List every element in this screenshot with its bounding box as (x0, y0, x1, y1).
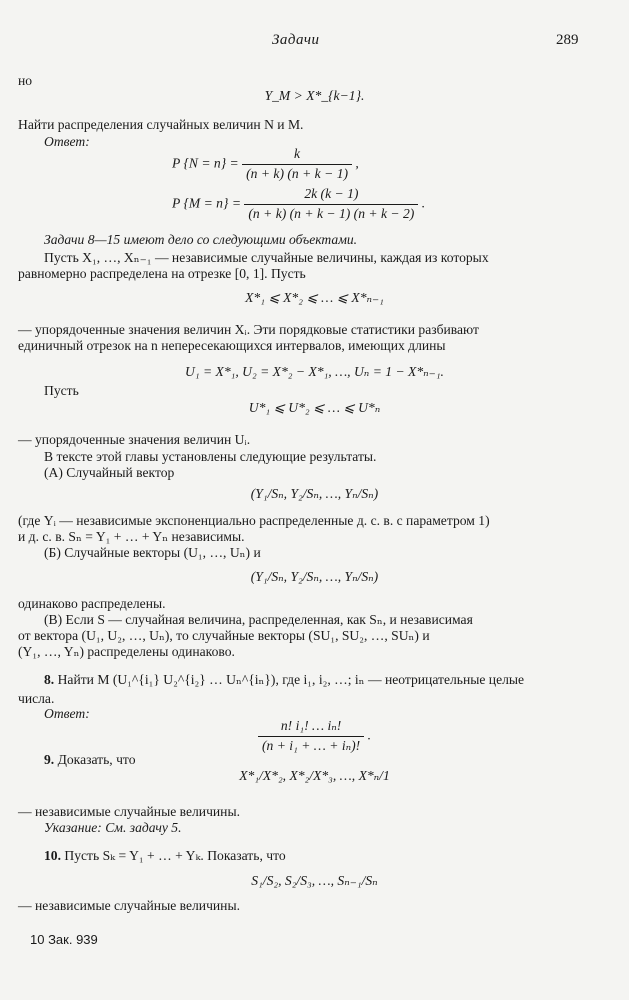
eq-tail: , (355, 155, 359, 171)
problem-text: Пусть Sₖ = Y₁ + … + Yₖ. Показать, что (64, 848, 286, 863)
problem-number: 10. (44, 848, 61, 863)
fraction (242, 146, 352, 183)
text-line: — упорядоченные значения величин Xᵢ. Эти порядковые статистики разбивают (18, 322, 479, 337)
text-line: — независимые случайные величины. (18, 898, 240, 913)
numerator: 2k (k − 1) (244, 186, 418, 205)
equation-ym: Y_M > X*_{k−1}. (264, 88, 365, 103)
denominator: (n + k) (n + k − 1) (n + k − 2) (248, 205, 415, 221)
equation-8 (258, 718, 371, 755)
problem-text: Найти M (U₁^{i₁} U₂^{i₂} … Uₙ^{iₙ}), где i₁, i₂, …; iₙ — неотрицательные целые (57, 672, 525, 687)
text-line: — независимые случайные величины. (18, 804, 240, 819)
denominator: (n + k) (n + k − 1) (246, 165, 349, 181)
text-line: (где Yᵢ — независимые экспоненциально распределенные д. с. в. с параметром 1) (18, 513, 490, 528)
fraction (244, 186, 418, 223)
eq-lhs: P {N = n} = (172, 155, 239, 171)
equation-vector-2: (Y₁/Sₙ, Y₂/Sₙ, …, Yₙ/Sₙ) (250, 569, 379, 584)
page-number: 289 (556, 32, 579, 48)
text-line: Найти распределения случайных величин N и M. (18, 117, 304, 132)
eq-tail: . (367, 727, 371, 743)
denominator: (n + i₁ + … + iₙ)! (262, 737, 361, 753)
problem-text: Доказать, что (57, 752, 136, 767)
answer-label: Ответ: (44, 134, 90, 149)
equation-10: S₁/S₂, S₂/S₃, …, Sₙ₋₁/Sₙ (251, 873, 378, 888)
text-line: равномерно распределена на отрезке [0, 1]. Пусть (18, 266, 306, 281)
running-header-title: Задачи (272, 32, 320, 48)
text-line: (Y₁, …, Yₙ) распределены одинаково. (18, 644, 235, 659)
equation-p-m (172, 186, 425, 223)
answer-label: Ответ: (44, 706, 90, 721)
text-line: (В) Если S — случайная величина, распределенная, как Sₙ, и независимая (44, 612, 473, 627)
text-line: В тексте этой главы установлены следующие результаты. (44, 449, 377, 464)
equation-p-n (172, 146, 359, 183)
equation-9: X*₁/X*₂, X*₂/X*₃, …, X*ₙ/1 (239, 768, 390, 783)
text-line: (Б) Случайные векторы (U₁, …, Uₙ) и (44, 545, 261, 560)
text-line: Пусть X₁, …, Xₙ₋₁ — независимые случайные величины, каждая из которых (44, 250, 489, 265)
problem-number: 9. (44, 752, 55, 767)
text-line: но (18, 73, 33, 88)
text-line: (А) Случайный вектор (44, 465, 175, 480)
equation-u-order: U*₁ ⩽ U*₂ ⩽ … ⩽ U*ₙ (248, 400, 381, 415)
text-line: от вектора (U₁, U₂, …, Uₙ), то случайные векторы (SU₁, SU₂, …, SUₙ) и (18, 628, 430, 643)
text-line: — упорядоченные значения величин Uᵢ. (18, 432, 251, 447)
text-line: и д. с. в. Sₙ = Y₁ + … + Yₙ независимы. (18, 529, 245, 544)
problem-8 (44, 672, 524, 689)
eq-tail: . (421, 195, 426, 211)
numerator: k (242, 146, 352, 165)
hint: Указание: См. задачу 5. (44, 820, 182, 835)
text-line: одинаково распределены. (18, 596, 166, 611)
equation-x-order: X*₁ ⩽ X*₂ ⩽ … ⩽ X*ₙ₋₁ (245, 290, 384, 305)
numerator: n! i₁! … iₙ! (258, 718, 364, 737)
equation-vector-1: (Y₁/Sₙ, Y₂/Sₙ, …, Yₙ/Sₙ) (250, 486, 379, 501)
eq-lhs: P {M = n} = (172, 195, 241, 211)
equation-u: U₁ = X*₁, U₂ = X*₂ − X*₁, …, Uₙ = 1 − X*ₙ₋₁. (185, 364, 444, 379)
text-line: Пусть (44, 383, 79, 398)
text-line: единичный отрезок на n непересекающихся интервалов, имеющих длины (18, 338, 446, 353)
fraction (258, 718, 364, 755)
problem-9 (44, 752, 136, 769)
problem-number: 8. (44, 672, 55, 687)
tasks-intro: Задачи 8—15 имеют дело со следующими объектами. (44, 232, 358, 247)
text-line: числа. (18, 691, 55, 706)
printer-signature: 10 Зак. 939 (30, 932, 98, 947)
problem-10 (44, 848, 286, 865)
